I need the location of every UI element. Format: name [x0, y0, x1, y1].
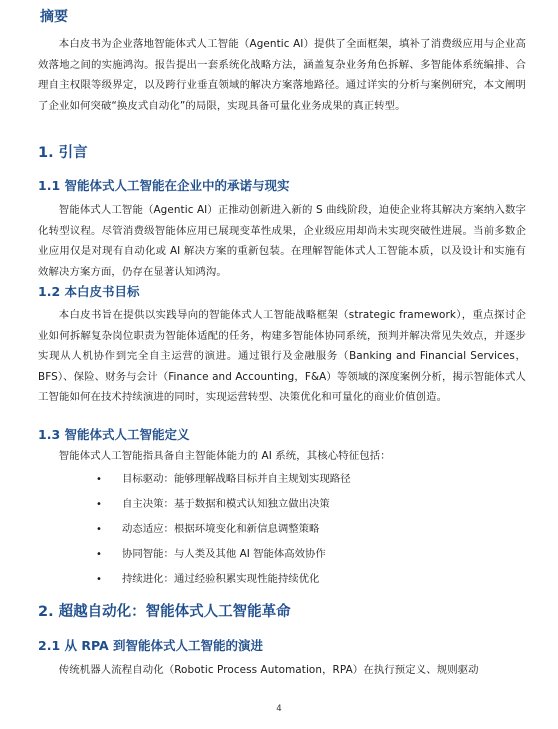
bullet-icon: • [96, 549, 102, 560]
list-item-text: 协同智能：与人类及其他 AI 智能体高效协作 [122, 548, 326, 560]
list-item [96, 467, 351, 492]
section-1-1-paragraph: 智能体式人工智能（Agentic AI）正推动创新进入新的 S 曲线阶段，迫使企业将其解决方案纳入数字化转型议程。尽管消费级智能体应用已展现变革性成果，企业级应用却尚未实现突破性进展。当前多数企业应用仅是对现有自动化或 AI 解决方案的重新包装。在理解智能体式人工智能本质，以及设计和实施有效解决方案方面，仍存在显著认知鸿沟。 [38, 204, 526, 278]
bullet-icon: • [96, 474, 102, 485]
abstract-paragraph: 本白皮书为企业落地智能体式人工智能（Agentic AI）提供了全面框架，填补了消费级应用与企业高效落地之间的实施鸿沟。报告提出一套系统化战略方法，涵盖复杂业务角色拆解、多智能体系统编排、合理自主权限等级界定，以及跨行业垂直领域的解决方案落地路径。通过详实的分析与案例研究，本文阐明了企业如何突破“换皮式自动化”的局限，实现具备可量化业务成果的真正转型。 [38, 38, 526, 112]
section-1-2-heading: 1.2 本白皮书目标 [38, 284, 140, 299]
list-item-text: 持续进化：通过经验积累实现性能持续优化 [122, 573, 320, 585]
list-item [96, 542, 351, 567]
section-1-heading: 1. 引言 [38, 145, 88, 161]
section-2-1-paragraph: 传统机器人流程自动化（Robotic Process Automation，RPA）在执行预定义、规则驱动 [58, 664, 479, 676]
abstract-heading: 摘要 [40, 9, 68, 25]
list-item [96, 492, 351, 517]
section-1-3-heading: 1.3 智能体式人工智能定义 [38, 427, 190, 442]
section-2-1-heading: 2.1 从 RPA 到智能体式人工智能的演进 [38, 638, 264, 653]
bullet-icon: • [96, 524, 102, 535]
list-item-text: 自主决策：基于数据和模式认知独立做出决策 [122, 498, 330, 510]
section-1-2-paragraph: 本白皮书旨在提供以实践导向的智能体式人工智能战略框架（strategic framework），重点探讨企业如何拆解复杂岗位职责为智能体适配的任务，构建多智能体协同系统，预判并解决常见失效点，并逐步实现从人机协作到完全自主运营的演进。通过银行及金融服务（Banking and Financial Services，BFS）、保险、财务与会计（Finance and Accounting，F&A）等领域的深度案例分析，揭示智能体式人工智能如何在技术持续演进的同时，实现运营转型、决策优化和可量化的商业价值创造。 [38, 309, 526, 403]
list-item-text: 动态适应：根据环境变化和新信息调整策略 [122, 523, 320, 535]
bullet-icon: • [96, 574, 102, 585]
list-item-text: 目标驱动：能够理解战略目标并自主规划实现路径 [122, 473, 351, 485]
page-number: 4 [276, 704, 282, 714]
feature-list [96, 467, 351, 592]
section-2-heading: 2. 超越自动化：智能体式人工智能革命 [38, 604, 291, 620]
section-1-1-heading: 1.1 智能体式人工智能在企业中的承诺与现实 [38, 178, 290, 193]
list-item [96, 517, 351, 542]
bullet-icon: • [96, 499, 102, 510]
list-item [96, 567, 351, 592]
section-1-3-intro: 智能体式人工智能指具备自主智能体能力的 AI 系统，其核心特征包括： [58, 450, 391, 462]
